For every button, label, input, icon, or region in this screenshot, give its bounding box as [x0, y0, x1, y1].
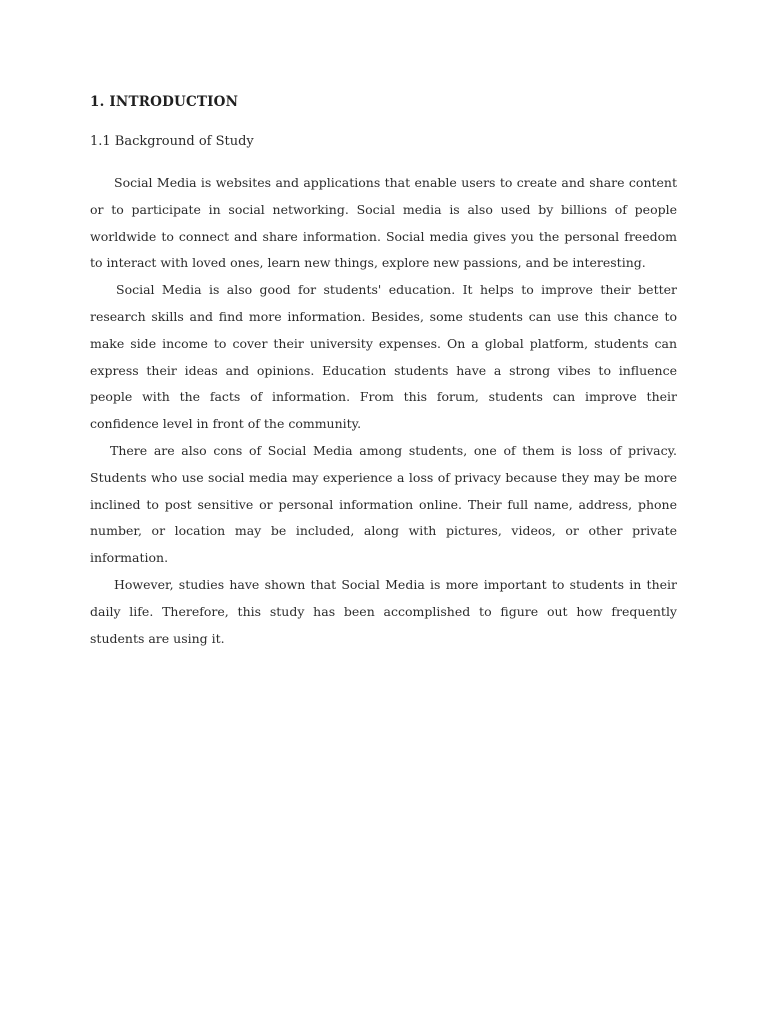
paragraph-3: There are also cons of Social Media among students, one of them is loss of privacy. Students who use social media may experience a loss of privacy because they may be more inclined to post sensitive or personal information online. Their full name, address, phone number, or location may be included, along with pictures, videos, or other private information.: [90, 442, 677, 566]
section-title: 1. INTRODUCTION: [90, 94, 239, 110]
paragraph-1: Social Media is websites and applications that enable users to create and share content or to participate in social networking. Social media is also used by billions of people worldwide to connect and share information. Social media gives you the personal freedom to interact with loved ones, learn new things, explore new passions, and be interesting.: [90, 175, 677, 271]
subsection-title: 1.1 Background of Study: [90, 134, 254, 149]
paragraph-2: Social Media is also good for students' education. It helps to improve their better research skills and find more information. Besides, some students can use this chance to make side income to cover their university expenses. On a global platform, students can express their ideas and opinions. Education students have a strong vibes to influence people with the facts of information. From this forum, students can improve their confidence level in front of the community.: [90, 282, 677, 432]
paragraph-4: However, studies have shown that Social Media is more important to students in their daily life. Therefore, this study has been accomplished to figure out how frequently students are using it.: [90, 576, 677, 646]
document-body: [90, 92, 677, 652]
